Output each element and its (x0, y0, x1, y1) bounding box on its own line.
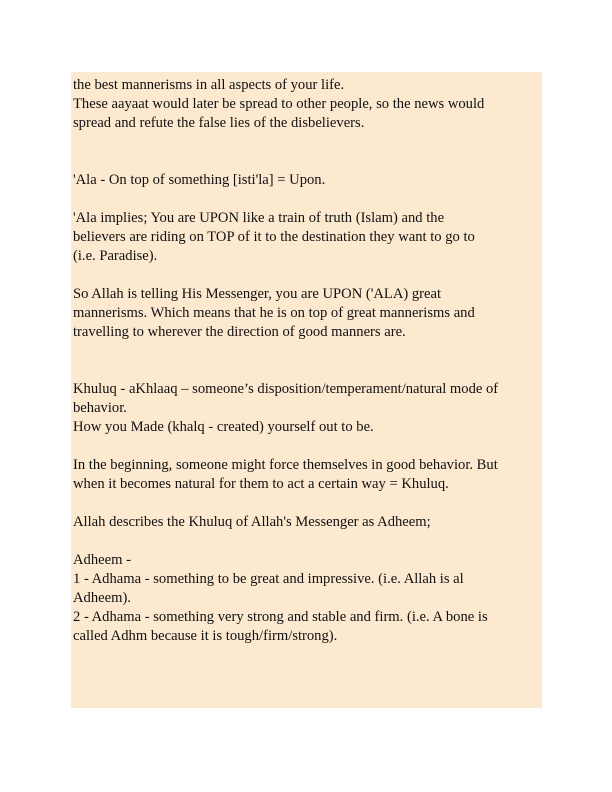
text-line: travelling to wherever the direction of good manners are. (73, 324, 406, 340)
text-line: 1 - Adhama - something to be great and impressive. (i.e. Allah is al (73, 571, 464, 587)
text-line: 2 - Adhama - something very strong and stable and firm. (i.e. A bone is (73, 609, 488, 625)
text-line: Adheem - (73, 552, 131, 568)
text-line: when it becomes natural for them to act a certain way = Khuluq. (73, 476, 449, 492)
text-line: In the beginning, someone might force themselves in good behavior. But (73, 457, 498, 473)
text-line: How you Made (khalq - created) yourself out to be. (73, 419, 374, 435)
blank-line (73, 266, 540, 285)
blank-line (73, 342, 540, 361)
blank-line (73, 133, 540, 152)
text-line: behavior. (73, 400, 127, 416)
text-line: called Adhm because it is tough/firm/strong). (73, 628, 338, 644)
blank-line (73, 361, 540, 380)
blank-line (73, 190, 540, 209)
text-line: spread and refute the false lies of the disbelievers. (73, 115, 365, 131)
text-line: So Allah is telling His Messenger, you are UPON ('ALA) great (73, 286, 442, 302)
blank-line (73, 152, 540, 171)
text-line: 'Ala - On top of something [isti'la] = Upon. (73, 172, 326, 188)
text-line: mannerisms. Which means that he is on top of great mannerisms and (73, 305, 475, 321)
text-line: the best mannerisms in all aspects of your life. (73, 77, 345, 93)
text-line: 'Ala implies; You are UPON like a train of truth (Islam) and the (73, 210, 445, 226)
blank-line (73, 532, 540, 551)
text-line: Khuluq - aKhlaaq – someone’s disposition/temperament/natural mode of (73, 381, 499, 397)
text-line: believers are riding on TOP of it to the destination they want to go to (73, 229, 475, 245)
blank-line (73, 437, 540, 456)
blank-line (73, 494, 540, 513)
text-line: These aayaat would later be spread to other people, so the news would (73, 96, 485, 112)
body-text (73, 76, 540, 646)
text-line: (i.e. Paradise). (73, 248, 158, 264)
text-line: Adheem). (73, 590, 131, 606)
text-line: Allah describes the Khuluq of Allah's Messenger as Adheem; (73, 514, 431, 530)
highlighted-text-block (71, 72, 542, 708)
